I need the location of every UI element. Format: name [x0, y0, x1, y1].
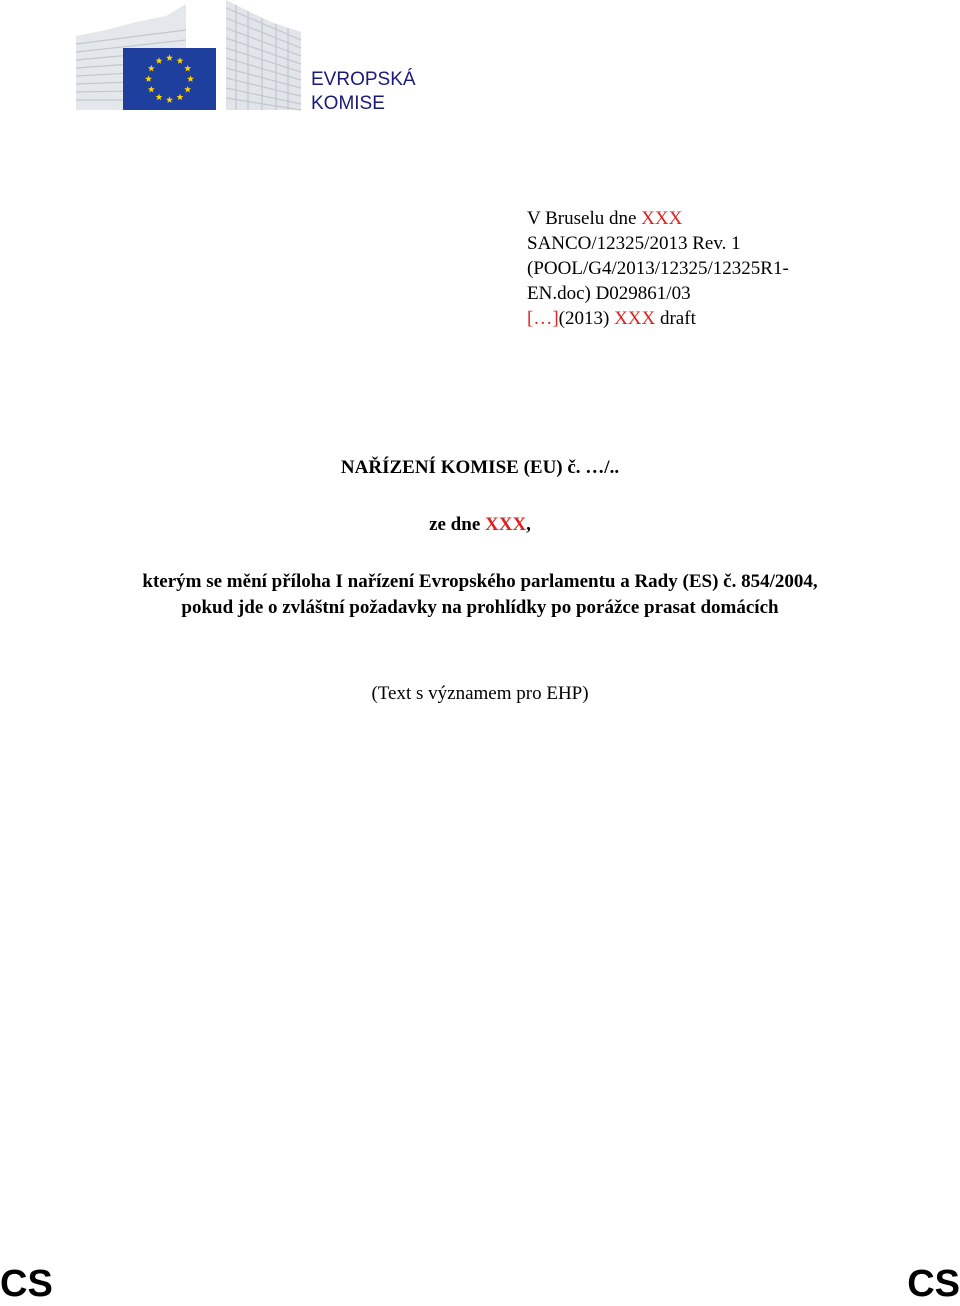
org-name-line2: KOMISE [311, 93, 385, 114]
adoption-date-placeholder: XXX [485, 514, 527, 535]
number-placeholder-2: XXX [614, 308, 656, 329]
file-reference-line: (POOL/G4/2013/12325/12325R1- [527, 258, 789, 279]
draft-number-line: […](2013) XXX draft [527, 308, 696, 329]
org-name-line1: EVROPSKÁ [311, 69, 416, 90]
document-reference-line: SANCO/12325/2013 Rev. 1 [527, 233, 741, 254]
reference-block [527, 206, 789, 331]
organization-name [311, 68, 416, 116]
date-placeholder: XXX [641, 208, 683, 229]
file-reference-line-2: EN.doc) D029861/03 [527, 283, 691, 304]
subject-line2: pokud jde o zvláštní požadavky na prohlídky po porážce prasat domácích [181, 597, 779, 618]
location-date-line: V Bruselu dne XXX [527, 208, 683, 229]
european-commission-logo [76, 0, 301, 112]
language-code-right: CS [907, 1263, 960, 1305]
document-title: NAŘÍZENÍ KOMISE (EU) č. …/.. [340, 457, 620, 478]
language-code-left: CS [0, 1263, 53, 1305]
document-subject [0, 569, 960, 621]
eea-relevance-note: (Text s významem pro EHP) [371, 683, 589, 704]
eu-flag-icon [123, 48, 216, 110]
adoption-date-line: ze dne XXX, [429, 514, 531, 535]
subject-line1: kterým se mění příloha I nařízení Evropského parlamentu a Rady (ES) č. 854/2004, [142, 571, 818, 592]
number-placeholder: […] [527, 308, 559, 329]
